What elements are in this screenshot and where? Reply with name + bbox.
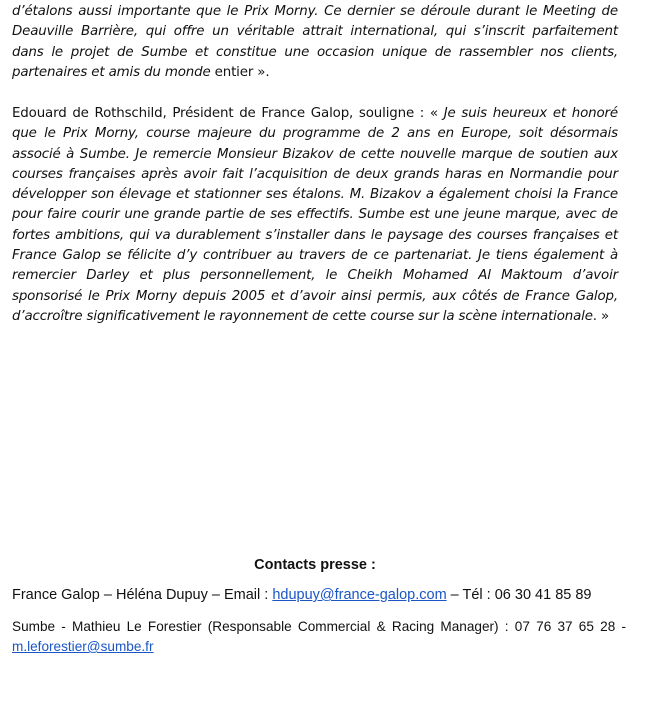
- contact-phone: – Tél : 06 30 41 85 89: [446, 587, 592, 603]
- text-line: que le Prix Morny, course majeure du programme de 2 ans en Europe, soit désormais: [12, 126, 618, 142]
- email-link-hdupuy[interactable]: hdupuy@france-galop.com: [272, 587, 447, 603]
- email-link-leforestier[interactable]: m.leforestier@sumbe.fr: [12, 639, 154, 654]
- rothschild-quote-paragraph: [12, 104, 618, 327]
- text-normal: entier ».: [210, 64, 270, 80]
- text-italic: d’accroître significativement le rayonnement de cette course sur la scène internationale: [12, 308, 593, 324]
- text-line: d’étalons aussi importante que le Prix Morny. Ce dernier se déroule durant le Meeting de: [12, 4, 618, 19]
- text-line: Deauville Barrière, qui offre un véritable attrait international, qui s’inscrit parfaitement: [12, 24, 618, 40]
- text-line: [12, 307, 618, 327]
- contact-france-galop: [12, 587, 626, 603]
- text-line: développer son élevage et stationner ses étalons. M. Bizakov a également choisi la France: [12, 187, 618, 203]
- text-line: courses françaises après avoir fait l’acquisition de deux grands haras en Normandie pour: [12, 166, 618, 182]
- text-italic: partenaires et amis du monde: [12, 64, 211, 80]
- quote-paragraph-continuation: [12, 2, 618, 83]
- text-line: dans le projet de Sumbe et constitue une occasion unique de rassembler nos clients,: [12, 44, 618, 60]
- text-line: pour faire courir une grande partie de ses effectifs. Sumbe est une jeune marque, avec de: [12, 207, 618, 223]
- quote-intro: Edouard de Rothschild, Président de France Galop, souligne : «: [12, 106, 444, 121]
- contacts-heading: Contacts presse :: [254, 557, 376, 573]
- text-line: remercier Darley et plus personnellement, le Cheikh Mohamed Al Maktoum d’avoir: [12, 268, 618, 284]
- text-line: France Galop se félicite d’y contribuer au travers de ce partenariat. Je tiens également à: [12, 248, 618, 264]
- text-line: fortes ambitions, qui va durablement s’installer dans le paysage des courses françaises et: [12, 227, 618, 243]
- contact-sumbe: Sumbe - Mathieu Le Forestier (Responsable Commercial & Racing Manager) : 07 76 37 65 28 -: [12, 619, 626, 634]
- text-line: associé à Sumbe. Je remercie Monsieur Bizakov de cette nouvelle marque de soutien aux: [12, 146, 618, 162]
- text-line: [12, 104, 618, 124]
- contact-sumbe-email-line: [12, 639, 626, 654]
- text-line: [12, 63, 618, 83]
- text-line: sponsorisé le Prix Morny depuis 2005 et d’avoir ainsi permis, aux côtés de France Galop,: [12, 288, 618, 304]
- contact-prefix: France Galop – Héléna Dupuy – Email :: [12, 587, 273, 603]
- quote-closing: . »: [592, 308, 610, 324]
- text-italic: Je suis heureux et honoré: [443, 106, 618, 121]
